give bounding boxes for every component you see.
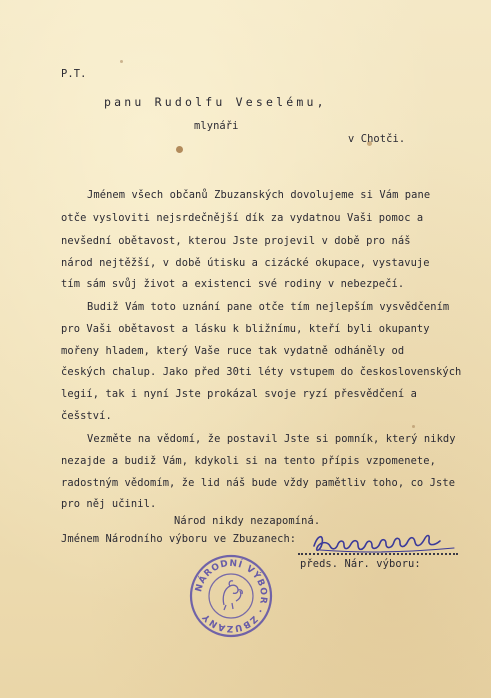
body-line: otče vysloviti nejsrdečnější dík za vydatnou Vaši pomoc a (61, 212, 424, 224)
body-line: pro Vaši obětavost a lásku k bližnímu, kteří byli okupanty (61, 323, 430, 335)
body-line: národ nejtěžší, v době útisku a cizácké okupace, vystavuje (61, 257, 430, 269)
body-line: tím sám svůj život a existenci své rodiny v nebezpečí. (61, 278, 405, 290)
stain (412, 425, 415, 428)
body-line: českých chalup. Jako před 30ti léty vstupem do československých (61, 366, 462, 378)
addressee-name: panu Rudolfu Veselému, (104, 95, 327, 109)
body-line: nevšední obětavost, kterou Jste projevil v době pro náš (61, 235, 411, 247)
closing-line: Národ nikdy nezapomíná. (174, 515, 321, 527)
body-line: Budiž Vám toto uznání pane otče tím nejlepším vysvědčením (87, 301, 450, 313)
body-line: nezajde a budiž Vám, kdykoli si na tento přípis vzpomenete, (61, 455, 436, 467)
body-line: Vezměte na vědomí, že postavil Jste si pomník, který nikdy (87, 433, 456, 445)
body-line: Jménem všech občanů Zbuzanských dovolujeme si Vám pane (87, 189, 431, 201)
stain (120, 60, 123, 63)
salutation: P.T. (61, 68, 87, 80)
stain (176, 146, 183, 153)
body-line: češství. (61, 410, 112, 422)
addressee-place: v Chotči. (348, 133, 406, 145)
signer-role: předs. Nár. výboru: (300, 558, 421, 570)
svg-text:NÁRODNÍ VÝBOR · ZBUZANY: NÁRODNÍ VÝBOR · ZBUZANY (194, 558, 269, 634)
signature-line (298, 553, 458, 555)
body-line: legií, tak i nyní Jste prokázal svoje ryzí přesvědčení a (61, 388, 417, 400)
body-line: radostným vědomím, že lid náš bude vždy pamětliv toho, co Jste (61, 477, 456, 489)
addressee-title: mlynáři (194, 120, 239, 132)
lion-emblem-icon (223, 581, 242, 610)
body-line: mořeny hladem, který Vaše ruce tak vydatně odháněly od (61, 345, 405, 357)
official-stamp (188, 553, 274, 639)
signoff-line: Jménem Národního výboru ve Zbuzanech: (61, 533, 297, 545)
body-line: pro něj učinil. (61, 498, 157, 510)
